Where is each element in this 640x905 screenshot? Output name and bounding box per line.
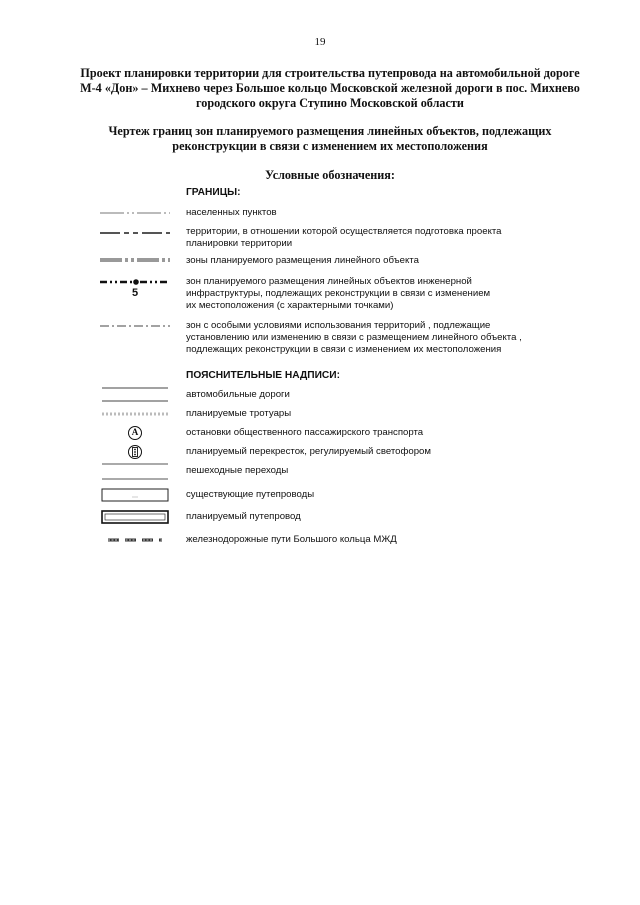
legend-label-line: зон с особыми условиями использования территорий , подлежащие xyxy=(186,320,491,331)
point-number-label: 5 xyxy=(131,287,139,299)
subtitle-line: реконструкции в связи с изменением их местоположения xyxy=(172,139,488,153)
title-line: Проект планировки территории для строительства путепровода на автомобильной дороге xyxy=(80,66,580,80)
legend-label-line: подлежащих реконструкции в связи с изменением их местоположения xyxy=(186,343,502,355)
document-title xyxy=(50,66,610,111)
subtitle-line: Чертеж границ зон планируемого размещения линейных объектов, подлежащих xyxy=(108,124,552,138)
special-zone-symbol xyxy=(98,323,172,329)
legend-label: автомобильные дороги xyxy=(186,389,290,400)
planned-overpass-symbol xyxy=(98,510,172,524)
legend-label: существующие путепроводы xyxy=(186,489,315,500)
boundaries-heading: ГРАНИЦЫ: xyxy=(186,187,241,198)
project-territory-symbol xyxy=(98,230,172,236)
settlement-boundary-symbol xyxy=(98,210,172,216)
road-symbol xyxy=(98,386,172,404)
legend-label xyxy=(186,226,556,250)
existing-overpass-symbol xyxy=(98,488,172,502)
legend-label: населенных пунктов xyxy=(186,207,277,218)
legend-label: планируемый перекресток, регулируемый светофором xyxy=(186,446,431,457)
legend-label xyxy=(186,276,556,311)
bus-stop-letter: А xyxy=(131,427,139,437)
legend-label-line: установлению или изменению в связи с размещением линейного объекта , xyxy=(186,331,522,343)
linear-zone-symbol xyxy=(98,256,172,264)
legend-label-line: инфраструктуры, подлежащих реконструкции в связи с изменением xyxy=(186,287,491,299)
railway-symbol xyxy=(98,536,172,544)
legend-heading: Условные обозначения: xyxy=(265,168,395,182)
legend-label: пешеходные переходы xyxy=(186,465,289,476)
legend-label: планируемый путепровод xyxy=(186,511,301,522)
legend-label-line: планировки территории xyxy=(186,237,293,249)
legend-label-line: зон планируемого размещения линейных объектов инженерной xyxy=(186,276,472,287)
title-line: М-4 «Дон» – Михнево через Большое кольцо Московской железной дороги в пос. Михнево xyxy=(80,81,580,95)
legend-label-line: их местоположения (с характерными точками) xyxy=(186,299,394,311)
legend-label: железнодорожные пути Большого кольца МЖД xyxy=(186,534,397,545)
drawing-title xyxy=(50,124,610,154)
legend-label: зоны планируемого размещения линейного объекта xyxy=(186,255,419,266)
title-line: городского округа Ступино Московской области xyxy=(196,96,464,110)
pedestrian-crossing-symbol xyxy=(98,462,172,482)
explanatory-heading: ПОЯСНИТЕЛЬНЫЕ НАДПИСИ: xyxy=(186,370,340,381)
legend-label: остановки общественного пассажирского транспорта xyxy=(186,427,424,438)
engineering-zone-symbol xyxy=(98,278,172,286)
legend-label: планируемые тротуары xyxy=(186,408,292,419)
legend-label-line: территории, в отношении которой осуществляется подготовка проекта xyxy=(186,226,502,237)
legend-label xyxy=(186,320,556,355)
sidewalk-symbol xyxy=(98,410,172,418)
page-number: 19 xyxy=(314,36,326,48)
traffic-light-icon xyxy=(98,444,172,460)
